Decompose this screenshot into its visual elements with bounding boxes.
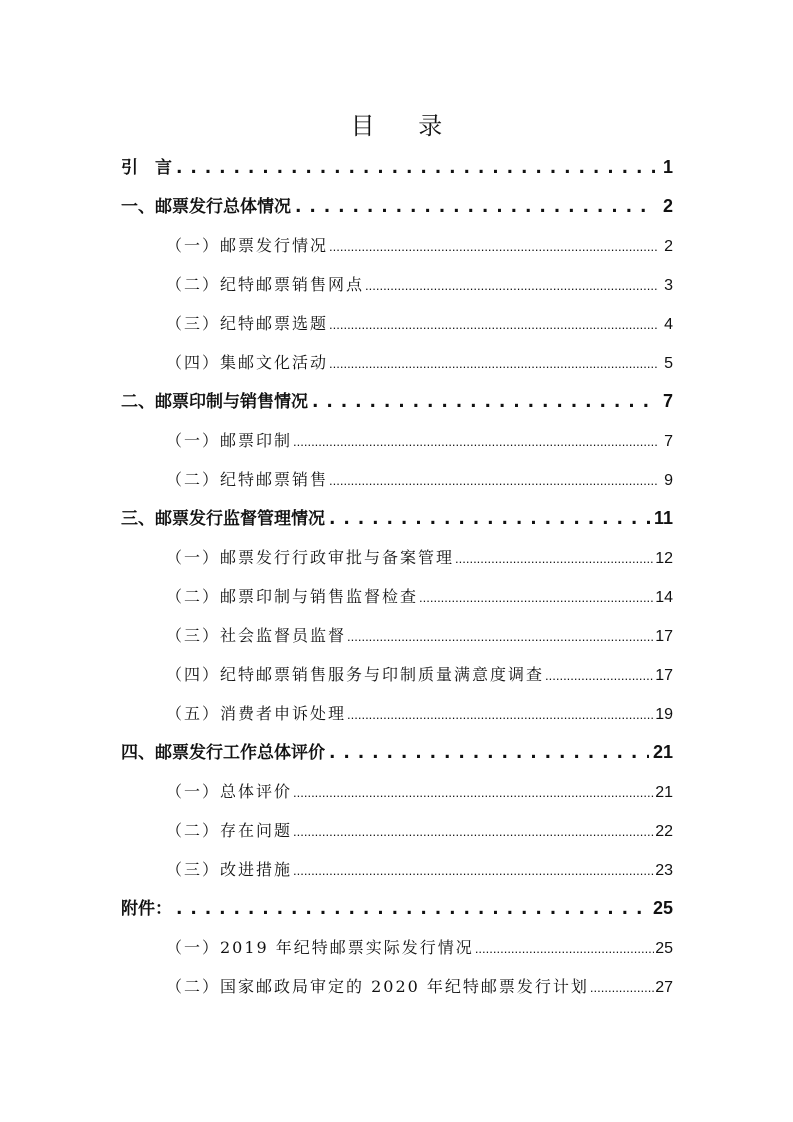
toc-entry-section-3[interactable] <box>121 499 673 538</box>
toc-entry-page: 11 <box>653 508 673 528</box>
dot-leader <box>590 967 654 1007</box>
dot-leader <box>293 850 654 890</box>
toc-entry-page: 4 <box>664 316 673 333</box>
dot-leader <box>295 188 655 227</box>
toc-entry-section-2-1[interactable] <box>121 421 673 460</box>
toc-entry-label: 四、邮票发行工作总体评价 <box>121 743 325 763</box>
toc-entry-page: 19 <box>655 706 673 723</box>
toc-entry-label: （五）消费者申诉处理 <box>166 704 347 723</box>
toc-entry-label: （三）改进措施 <box>166 860 293 879</box>
toc-entry-section-3-2[interactable] <box>121 577 673 616</box>
toc-entry-label: （一）邮票发行行政审批与备案管理 <box>166 548 455 567</box>
toc-entry-page: 3 <box>664 277 673 294</box>
toc-entry-page: 25 <box>655 940 673 957</box>
toc-entry-page: 17 <box>655 628 673 645</box>
toc-entry-section-4-1[interactable] <box>121 772 673 811</box>
dot-leader <box>329 304 658 344</box>
toc-entry-intro[interactable] <box>121 148 673 187</box>
toc-entry-label: （二）国家邮政局审定的 2020 年纪特邮票发行计划 <box>166 977 589 996</box>
toc-entry-label: （二）纪特邮票销售 <box>166 470 329 489</box>
toc-entry-section-3-4[interactable] <box>121 655 673 694</box>
dot-leader <box>347 694 654 734</box>
toc-entry-section-1-3[interactable] <box>121 304 673 343</box>
toc-entry-label: （一）2019 年纪特邮票实际发行情况 <box>166 938 474 957</box>
toc-entry-label: （四）集邮文化活动 <box>166 353 329 372</box>
toc-entry-page: 2 <box>662 196 673 216</box>
toc-entry-section-3-5[interactable] <box>121 694 673 733</box>
toc-entry-page: 22 <box>655 823 673 840</box>
toc-entry-appendix[interactable] <box>121 889 673 928</box>
dot-leader <box>293 811 654 851</box>
toc-entry-section-4[interactable] <box>121 733 673 772</box>
toc-entry-section-1-4[interactable] <box>121 343 673 382</box>
toc-entry-page: 17 <box>655 667 673 684</box>
toc-entry-page: 7 <box>662 391 673 411</box>
toc-entry-label: （二）纪特邮票销售网点 <box>166 275 365 294</box>
toc-entry-page: 25 <box>652 898 673 918</box>
dot-leader <box>329 500 650 539</box>
toc-entry-section-1-1[interactable] <box>121 226 673 265</box>
toc-entry-section-3-1[interactable] <box>121 538 673 577</box>
toc-entry-label: （四）纪特邮票销售服务与印制质量满意度调查 <box>166 665 545 684</box>
toc-entry-page: 21 <box>652 742 673 762</box>
dot-leader <box>455 538 654 578</box>
table-of-contents <box>121 148 673 1006</box>
dot-leader <box>176 149 655 188</box>
dot-leader <box>347 616 654 656</box>
toc-entry-section-4-3[interactable] <box>121 850 673 889</box>
dot-leader <box>545 655 654 695</box>
toc-entry-page: 1 <box>662 157 673 177</box>
dot-leader <box>176 890 649 929</box>
toc-entry-section-3-3[interactable] <box>121 616 673 655</box>
toc-entry-appendix-1[interactable] <box>121 928 673 967</box>
toc-entry-page: 27 <box>655 979 673 996</box>
dot-leader <box>329 226 658 266</box>
dot-leader <box>419 577 654 617</box>
toc-entry-label: （三）纪特邮票选题 <box>166 314 329 333</box>
toc-entry-page: 23 <box>655 862 673 879</box>
toc-entry-page: 12 <box>655 550 673 567</box>
toc-entry-label: （三）社会监督员监督 <box>166 626 347 645</box>
dot-leader <box>293 772 654 812</box>
dot-leader <box>365 265 658 305</box>
toc-entry-page: 2 <box>664 238 673 255</box>
toc-entry-label: （一）总体评价 <box>166 782 293 801</box>
toc-entry-page: 21 <box>655 784 673 801</box>
dot-leader <box>329 734 649 773</box>
toc-title: 目 录 <box>350 112 461 140</box>
toc-entry-section-4-2[interactable] <box>121 811 673 850</box>
toc-entry-page: 14 <box>655 589 673 606</box>
toc-entry-page: 9 <box>664 472 673 489</box>
toc-entry-section-1-2[interactable] <box>121 265 673 304</box>
toc-entry-section-1[interactable] <box>121 187 673 226</box>
toc-entry-page: 7 <box>664 433 673 450</box>
toc-entry-appendix-2[interactable] <box>121 967 673 1006</box>
toc-entry-label: 一、邮票发行总体情况 <box>121 197 291 217</box>
dot-leader <box>312 383 655 422</box>
toc-entry-page: 5 <box>664 355 673 372</box>
toc-entry-label: 二、邮票印制与销售情况 <box>121 392 308 412</box>
toc-entry-label: 三、邮票发行监督管理情况 <box>121 509 325 529</box>
toc-entry-label: 引 言 <box>121 158 172 178</box>
toc-entry-section-2[interactable] <box>121 382 673 421</box>
toc-entry-section-2-2[interactable] <box>121 460 673 499</box>
toc-entry-label: （二）存在问题 <box>166 821 293 840</box>
dot-leader <box>293 421 658 461</box>
toc-entry-label: （一）邮票印制 <box>166 431 293 450</box>
toc-entry-label: （二）邮票印制与销售监督检查 <box>166 587 419 606</box>
dot-leader <box>475 928 654 968</box>
toc-entry-label: （一）邮票发行情况 <box>166 236 329 255</box>
dot-leader <box>329 460 658 500</box>
dot-leader <box>329 343 658 383</box>
toc-entry-label: 附件： <box>121 899 172 919</box>
